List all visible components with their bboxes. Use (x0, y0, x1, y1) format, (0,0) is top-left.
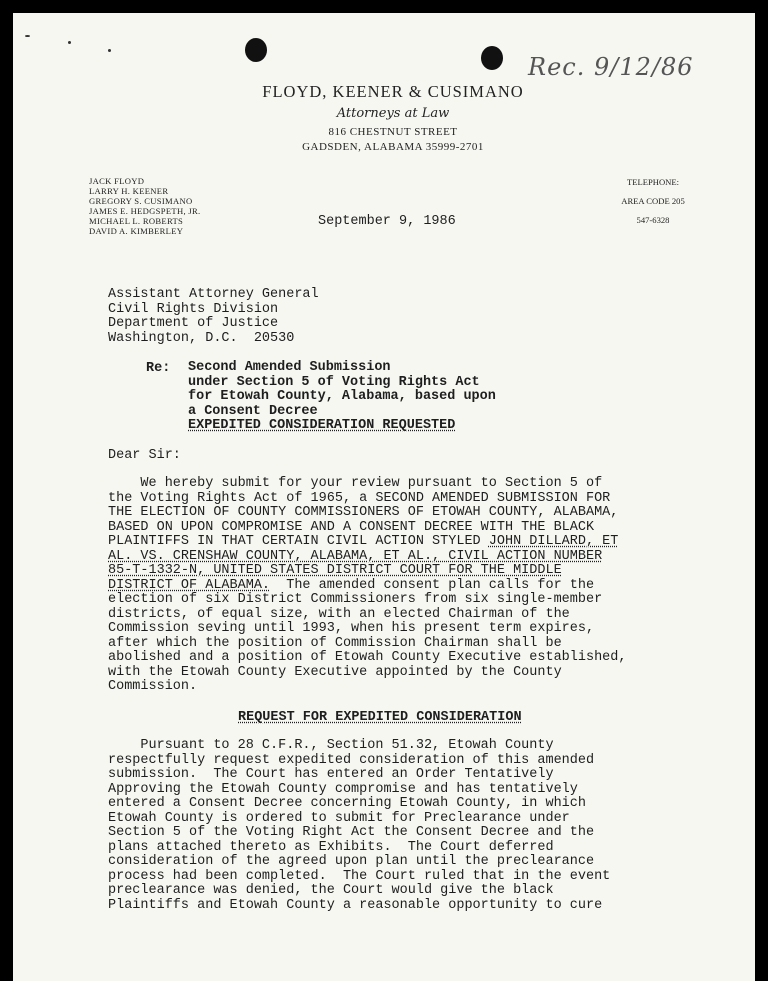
paragraph-line: abolished and a position of Etowah County Executive established, (108, 650, 627, 665)
recipient-line: Civil Rights Division (108, 301, 279, 317)
paragraph-line: Plaintiffs and Etowah County a reasonable opportunity to cure (108, 897, 603, 913)
speck (25, 35, 30, 37)
punch-hole-right (481, 46, 503, 70)
paragraph-line: process had been completed. The Court ruled that in the event (108, 868, 611, 884)
firm-name: FLOYD, KEENER & CUSIMANO (262, 82, 524, 101)
punch-hole-left (245, 38, 267, 62)
re-label: Re: (146, 361, 171, 376)
handwritten-received-note: Rec. 9/12/86 (528, 53, 694, 81)
paragraph-line: consideration of the agreed upon plan until the preclearance (108, 854, 595, 869)
paragraph-line: respectfully request expedited consideration of this amended (108, 752, 595, 768)
paragraph-line: BASED ON UPON COMPROMISE AND A CONSENT DECREE WITH THE BLACK (108, 519, 595, 535)
paragraph-line: with the Etowah County Executive appointed by the County (108, 664, 562, 680)
paragraph-line: after which the position of Commission Chairman shall be (108, 635, 562, 651)
paragraph-submission (108, 477, 728, 695)
telephone-area-code: AREA CODE 205 (621, 196, 685, 206)
paragraph-line: districts, of equal size, with an elected Chairman of the (108, 606, 570, 622)
case-name: 85-T-1332-N, UNITED STATES DISTRICT COURT FOR THE MIDDLE (108, 563, 562, 578)
paragraph-text: The amended consent plan calls for the (270, 577, 595, 593)
recipient-line: Department of Justice (108, 316, 279, 331)
partner-name: MICHAEL L. ROBERTS (89, 216, 184, 226)
speck (68, 41, 71, 44)
paragraph-line: election of six District Commissioners from six single-member (108, 592, 603, 607)
paragraph-line: submission. The Court has entered an Order Tentatively (108, 767, 554, 782)
recipient-line: Assistant Attorney General (108, 287, 319, 302)
telephone-number: 547-6328 (636, 215, 670, 225)
paragraph-line: Section 5 of the Voting Right Act the Consent Decree and the (108, 825, 595, 840)
re-line: for Etowah County, Alabama, based upon (188, 389, 496, 404)
partner-name: LARRY H. KEENER (89, 186, 169, 196)
paragraph-expedited (108, 739, 728, 913)
speck (108, 49, 111, 52)
paragraph-line: Pursuant to 28 C.F.R., Section 51.32, Etowah County (108, 738, 554, 753)
partner-name: JAMES E. HEDGSPETH, JR. (89, 206, 201, 216)
letter-page (13, 13, 755, 981)
case-name: AL. VS. CRENSHAW COUNTY, ALABAMA, ET AL., CIVIL ACTION NUMBER (108, 548, 603, 564)
case-name: JOHN DILLARD, ET (488, 534, 619, 549)
paragraph-line: the Voting Rights Act of 1965, a SECOND AMENDED SUBMISSION FOR (108, 490, 611, 506)
re-line: Second Amended Submission (188, 360, 391, 375)
paragraph-line: preclearance was denied, the Court would give the black (108, 883, 554, 898)
re-line: a Consent Decree (188, 403, 318, 419)
paragraph-line: We hereby submit for your review pursuant to Section 5 of (108, 476, 603, 491)
recipient-line: Washington, D.C. 20530 (108, 330, 295, 346)
paragraph-line: Commission. (108, 679, 198, 694)
paragraph-line: entered a Consent Decree concerning Etowah County, in which (108, 796, 586, 811)
partner-name: DAVID A. KIMBERLEY (89, 226, 184, 236)
re-line: under Section 5 of Voting Rights Act (188, 374, 480, 390)
partner-list (89, 176, 200, 236)
firm-address-street: 816 CHESTNUT STREET (328, 126, 458, 138)
paragraph-line: Etowah County is ordered to submit for Preclearance under (108, 810, 570, 826)
paragraph-text: PLAINTIFFS IN THAT CERTAIN CIVIL ACTION STYLED (108, 534, 489, 549)
re-subject (188, 361, 496, 434)
letter-date: September 9, 1986 (318, 214, 456, 229)
paragraph-line: Commission seving until 1993, when his present term expires, (108, 621, 595, 636)
paragraph-line: THE ELECTION OF COUNTY COMMISSIONERS OF ETOWAH COUNTY, ALABAMA, (108, 505, 619, 520)
salutation: Dear Sir: (108, 448, 181, 463)
partner-name: GREGORY S. CUSIMANO (89, 196, 193, 206)
paragraph-line (108, 535, 728, 550)
recipient-address (108, 288, 319, 346)
paragraph-line: Approving the Etowah County compromise and has tentatively (108, 781, 578, 797)
section-heading-expedited: REQUEST FOR EXPEDITED CONSIDERATION (238, 710, 522, 725)
case-name: DISTRICT OF ALABAMA. (108, 577, 271, 593)
paragraph-line: plans attached thereto as Exhibits. The Court deferred (108, 839, 554, 855)
partner-name: JACK FLOYD (89, 176, 145, 186)
paragraph-line (108, 579, 728, 594)
expedited-request: EXPEDITED CONSIDERATION REQUESTED (188, 418, 456, 433)
firm-subtitle: Attorneys at Law (336, 106, 450, 121)
telephone-label: TELEPHONE: (626, 177, 680, 187)
firm-address-city: GADSDEN, ALABAMA 35999-2701 (302, 141, 484, 153)
